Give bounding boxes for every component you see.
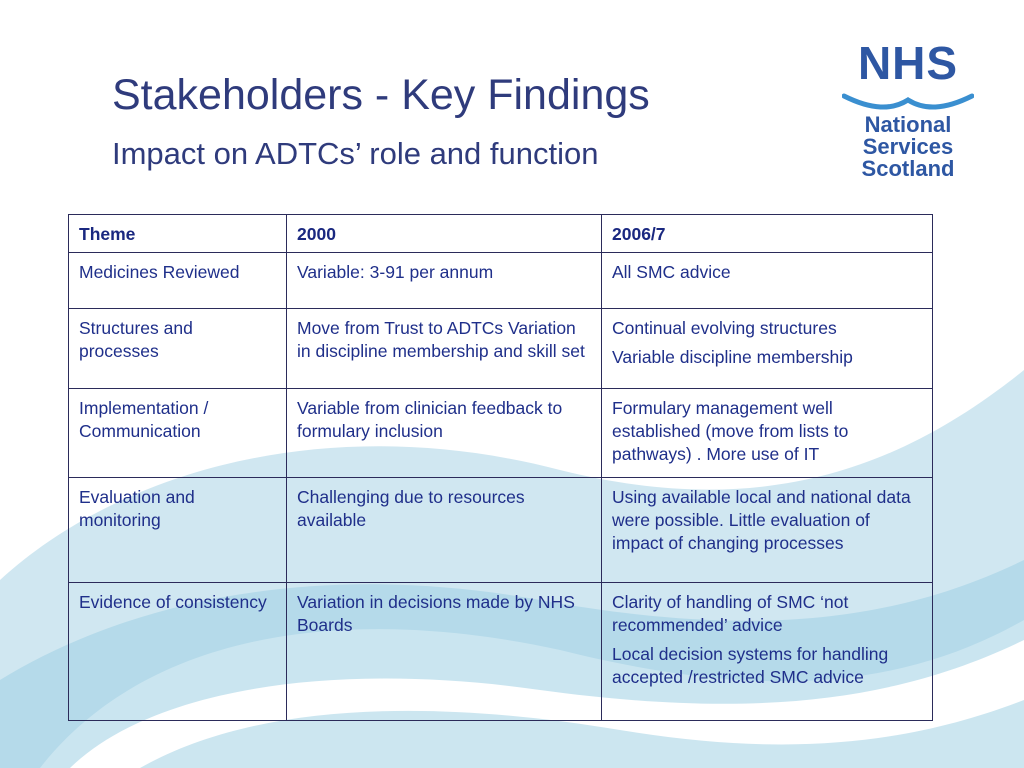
cell-2006-7	[602, 389, 933, 478]
logo-org-name	[838, 114, 978, 180]
cell-text: Challenging due to resources available	[297, 487, 525, 530]
cell-theme: Medicines Reviewed	[69, 253, 287, 309]
table-row	[69, 309, 933, 389]
table-row	[69, 253, 933, 309]
table-header-row	[69, 215, 933, 253]
cell-text: Variable: 3-91 per annum	[297, 262, 494, 282]
cell-2006-7	[602, 478, 933, 583]
cell-text: Variable from clinician feedback to formulary inclusion	[297, 398, 563, 441]
cell-text: Local decision systems for handling accepted /restricted SMC advice	[612, 644, 889, 687]
cell-theme: Evaluation and monitoring	[69, 478, 287, 583]
findings-table	[68, 214, 933, 721]
cell-2000	[287, 583, 602, 721]
cell-theme: Implementation / Communication	[69, 389, 287, 478]
cell-text: Variation in decisions made by NHS Boards	[297, 592, 575, 635]
header-2006-7: 2006/7	[602, 215, 933, 253]
table-row	[69, 389, 933, 478]
cell-text: All SMC advice	[612, 262, 731, 282]
cell-theme: Structures and processes	[69, 309, 287, 389]
cell-2006-7	[602, 309, 933, 389]
cell-2006-7	[602, 253, 933, 309]
logo-line-national: National	[864, 112, 952, 137]
nhs-wordmark: NHS	[857, 37, 959, 89]
table-row	[69, 478, 933, 583]
cell-text: Variable discipline membership	[612, 347, 853, 367]
cell-theme: Evidence of consistency	[69, 583, 287, 721]
slide-subtitle: Impact on ADTCs’ role and function	[112, 136, 599, 171]
cell-2000	[287, 389, 602, 478]
logo-waves-icon	[842, 92, 974, 112]
cell-2000	[287, 309, 602, 389]
table-row	[69, 583, 933, 721]
logo-line-services: Services	[862, 134, 954, 159]
cell-2000	[287, 253, 602, 309]
header-theme: Theme	[69, 215, 287, 253]
cell-text: Continual evolving structures	[612, 318, 837, 338]
nhs-logo	[838, 37, 978, 188]
header-2000: 2000	[287, 215, 602, 253]
cell-text: Formulary management well established (move from lists to pathways) . More use of IT	[612, 398, 849, 464]
slide-title: Stakeholders - Key Findings	[112, 71, 650, 119]
cell-text: Using available local and national data were possible. Little evaluation of impact of changing processes	[612, 487, 911, 553]
cell-text: Clarity of handling of SMC ‘not recommended’ advice	[612, 592, 849, 635]
cell-2006-7	[602, 583, 933, 721]
cell-text: Move from Trust to ADTCs Variation in discipline membership and skill set	[297, 318, 585, 361]
cell-2000	[287, 478, 602, 583]
logo-line-scotland: Scotland	[861, 156, 955, 181]
